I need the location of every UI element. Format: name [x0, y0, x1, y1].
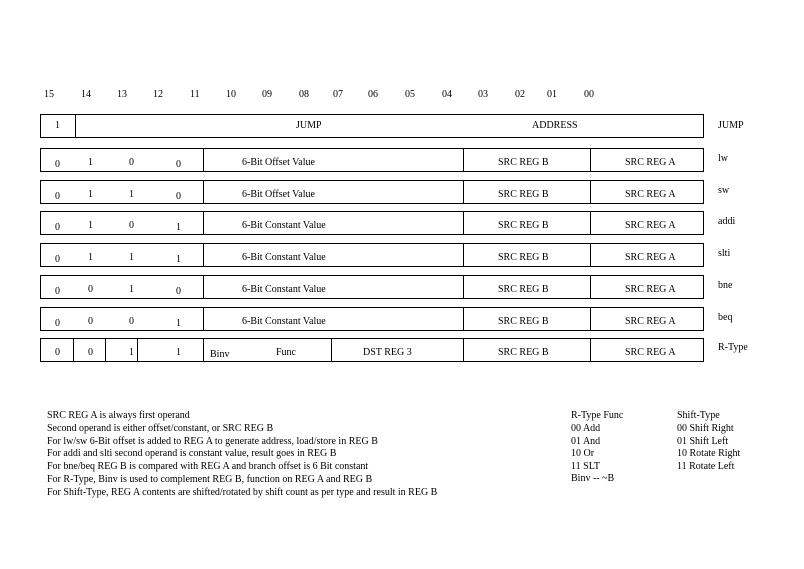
bit12-value: 0	[176, 191, 181, 202]
jump-field-label: JUMP	[296, 120, 322, 131]
instruction-name-jump: JUMP	[718, 120, 744, 131]
bit12-value: 1	[176, 222, 181, 233]
bit13-value: 0	[129, 316, 134, 327]
immediate-field-label: 6-Bit Constant Value	[242, 220, 326, 231]
shift-type-item: 01 Shift Left	[677, 435, 729, 447]
bit15-value: 0	[55, 286, 60, 297]
instruction-name: beq	[718, 312, 733, 323]
src-reg-a-label: SRC REG A	[625, 284, 676, 295]
instruction-name: bne	[718, 280, 733, 291]
r-type-func-item: Binv -- ~B	[571, 473, 615, 484]
shift-type-item: 10 Rotate Right	[677, 448, 741, 459]
bit12-value: 1	[176, 318, 181, 329]
bit-label: 05	[405, 89, 415, 100]
instruction-format-row	[40, 275, 704, 299]
r-type-func-item: 01 And	[571, 435, 601, 447]
instruction-format-row	[40, 307, 704, 331]
bit-label: 01	[547, 89, 557, 100]
jump-bit15: 1	[55, 120, 60, 131]
instruction-name: slti	[718, 248, 731, 259]
binv-field-label: Binv	[210, 349, 230, 360]
note-line: For addi and slti second operand is constant value, result goes in REG B	[47, 448, 337, 460]
func-field-label: Func	[276, 347, 296, 358]
src-reg-b-label: SRC REG B	[498, 252, 549, 263]
bit-label: 14	[81, 89, 91, 100]
note-line: Second operand is either offset/constant, or SRC REG B	[47, 422, 274, 434]
bit13-value: 1	[129, 252, 134, 263]
note-line: For lw/sw 6-Bit offset is added to REG A to generate address, load/store in REG B	[47, 435, 378, 447]
shift-type-item: 00 Shift Right	[677, 423, 734, 434]
bit-label: 06	[368, 89, 378, 100]
src-reg-b-label: SRC REG B	[498, 157, 549, 168]
bit12-value: 0	[176, 286, 181, 297]
instruction-format-row	[40, 211, 704, 235]
bit-label: 09	[262, 89, 272, 100]
bit-label: 02	[515, 89, 525, 100]
src-reg-b-label: SRC REG B	[498, 189, 549, 200]
bit-label: 04	[442, 89, 452, 100]
src-reg-a-label: SRC REG A	[625, 220, 676, 231]
immediate-field-label: 6-Bit Constant Value	[242, 316, 326, 327]
note-line: SRC REG A is always first operand	[47, 410, 190, 421]
src-reg-b-label: SRC REG B	[498, 220, 549, 231]
bit14-value: 1	[88, 189, 93, 200]
r-type-func-item: 11 SLT	[571, 460, 600, 472]
bit14-value: 0	[88, 316, 93, 327]
address-field-label: ADDRESS	[532, 120, 578, 131]
immediate-field-label: 6-Bit Offset Value	[242, 157, 315, 168]
src-reg-b-label: SRC REG B	[498, 347, 549, 358]
bit15-value: 0	[55, 222, 60, 233]
bit15-value: 0	[55, 318, 60, 329]
bit-label: 15	[44, 89, 54, 100]
src-reg-a-label: SRC REG A	[625, 157, 676, 168]
shift-type-title: Shift-Type	[677, 410, 720, 421]
bit-label: 00	[584, 89, 594, 100]
shift-type-item: 11 Rotate Left	[677, 460, 735, 472]
bit-label: 13	[117, 89, 127, 100]
instruction-name: lw	[718, 153, 728, 164]
r-type-bit15: 0	[55, 347, 60, 358]
src-reg-a-label: SRC REG A	[625, 316, 676, 327]
r-type-func-title: R-Type Func	[571, 410, 624, 421]
src-reg-a-label: SRC REG A	[625, 347, 676, 358]
immediate-field-label: 6-Bit Offset Value	[242, 189, 315, 200]
bit13-value: 0	[129, 157, 134, 168]
r-type-bit14: 0	[88, 347, 93, 358]
bit14-value: 1	[88, 220, 93, 231]
instruction-name-r-type: R-Type	[718, 342, 748, 353]
r-type-bit13: 1	[129, 347, 134, 358]
r-type-bit12: 1	[176, 347, 181, 358]
instruction-name: sw	[718, 185, 730, 196]
bit15-value: 0	[55, 191, 60, 202]
bit15-value: 0	[55, 159, 60, 170]
src-reg-b-label: SRC REG B	[498, 284, 549, 295]
bit14-value: 0	[88, 284, 93, 295]
note-line: For R-Type, Binv is used to complement REG B, function on REG A and REG B	[47, 474, 373, 485]
bit-label: 11	[190, 89, 200, 100]
src-reg-a-label: SRC REG A	[625, 252, 676, 263]
instruction-name: addi	[718, 216, 736, 227]
bit13-value: 1	[129, 284, 134, 295]
instruction-format-row	[40, 243, 704, 267]
immediate-field-label: 6-Bit Constant Value	[242, 284, 326, 295]
note-line: For Shift-Type, REG A contents are shifted/rotated by shift count as per type and result in REG B	[47, 486, 438, 498]
bit12-value: 0	[176, 159, 181, 170]
bit13-value: 1	[129, 189, 134, 200]
note-line: For bne/beq REG B is compared with REG A and branch offset is 6 Bit constant	[47, 461, 369, 473]
immediate-field-label: 6-Bit Constant Value	[242, 252, 326, 263]
r-type-func-item: 10 Or	[571, 448, 595, 459]
instruction-format-row	[40, 148, 704, 172]
bit-label: 10	[226, 89, 236, 100]
src-reg-a-label: SRC REG A	[625, 189, 676, 200]
r-type-format-row	[40, 338, 704, 362]
bit14-value: 1	[88, 157, 93, 168]
bit12-value: 1	[176, 254, 181, 265]
bit-label: 08	[299, 89, 309, 100]
bit-label: 12	[153, 89, 163, 100]
instruction-format-row	[40, 180, 704, 204]
jump-format-row	[40, 114, 704, 138]
bit13-value: 0	[129, 220, 134, 231]
bit14-value: 1	[88, 252, 93, 263]
r-type-func-item: 00 Add	[571, 423, 601, 434]
dst-reg-field-label: DST REG 3	[363, 347, 412, 358]
bit15-value: 0	[55, 254, 60, 265]
src-reg-b-label: SRC REG B	[498, 316, 549, 327]
bit-label: 07	[333, 89, 343, 100]
bit-label: 03	[478, 89, 488, 100]
